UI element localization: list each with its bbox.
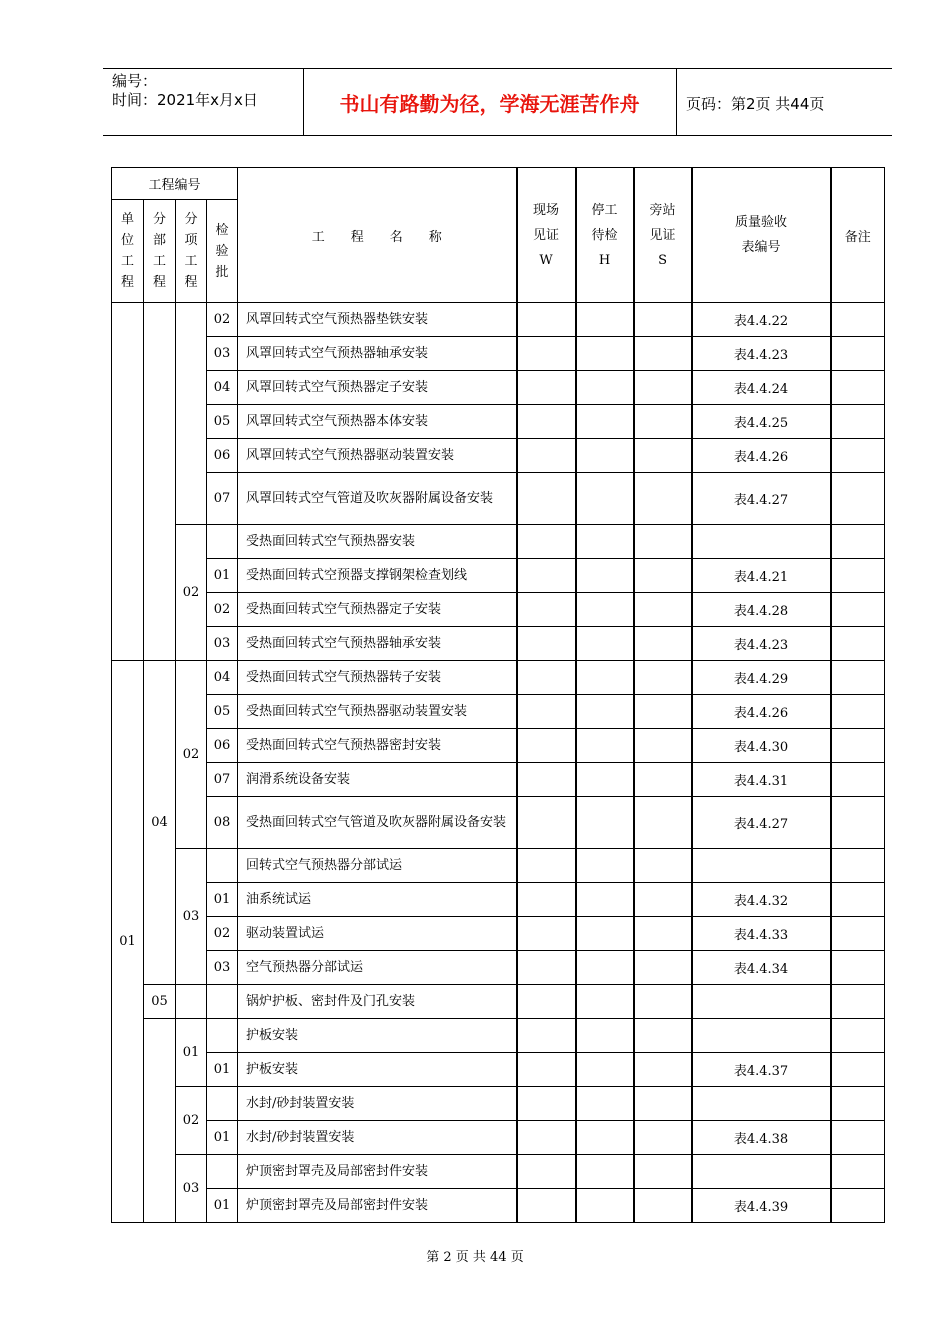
- unit-code-cell: 01: [112, 661, 144, 1223]
- w-cell: [517, 627, 576, 661]
- form-number-cell: [692, 1087, 831, 1121]
- remark-cell: [831, 627, 885, 661]
- w-cell: [517, 1121, 576, 1155]
- subitem-code-cell: 01: [176, 1019, 207, 1087]
- batch-code-cell: 01: [207, 1189, 238, 1223]
- form-number-cell: 表4.4.34: [692, 951, 831, 985]
- h-cell: [576, 849, 634, 883]
- h-cell: [576, 985, 634, 1019]
- batch-code-cell: [207, 1019, 238, 1053]
- form-number-cell: 表4.4.38: [692, 1121, 831, 1155]
- batch-code-cell: [207, 1087, 238, 1121]
- w-cell: [517, 797, 576, 849]
- s-cell: [634, 627, 692, 661]
- w-cell: [517, 473, 576, 525]
- time-label: 时间：2021年x月x日: [112, 91, 258, 109]
- project-name-cell: 水封/砂封装置安装: [238, 1087, 517, 1121]
- project-table: [111, 167, 885, 1223]
- s-cell: [634, 439, 692, 473]
- remark-cell: [831, 371, 885, 405]
- project-name-cell: 受热面回转式空气预热器定子安装: [238, 593, 517, 627]
- w-cell: [517, 883, 576, 917]
- page-footer: 第 2 页 共 44 页: [426, 1250, 524, 1265]
- w-cell: [517, 337, 576, 371]
- table-row: [112, 1087, 885, 1121]
- table-row: [112, 1121, 885, 1155]
- batch-code-cell: 08: [207, 797, 238, 849]
- remark-cell: [831, 439, 885, 473]
- h-cell: [576, 473, 634, 525]
- project-name-cell: 润滑系统设备安装: [238, 763, 517, 797]
- table-row: [112, 405, 885, 439]
- division-code-cell: 05: [144, 985, 176, 1019]
- table-row: [112, 473, 885, 525]
- unit-header: 单 位 工 程: [112, 200, 144, 303]
- h-header: 停工 待检 H: [576, 168, 634, 303]
- form-number-cell: 表4.4.32: [692, 883, 831, 917]
- form-number-cell: 表4.4.27: [692, 473, 831, 525]
- project-name-cell: 风罩回转式空气预热器轴承安装: [238, 337, 517, 371]
- batch-code-cell: [207, 849, 238, 883]
- form-number-cell: 表4.4.24: [692, 371, 831, 405]
- w-cell: [517, 371, 576, 405]
- remark-header: 备注: [831, 168, 885, 303]
- h-cell: [576, 627, 634, 661]
- s-cell: [634, 985, 692, 1019]
- batch-code-cell: 05: [207, 405, 238, 439]
- division-code-cell: [144, 303, 176, 661]
- header-row: [112, 168, 885, 200]
- batch-code-cell: 01: [207, 1121, 238, 1155]
- division-code-cell: 04: [144, 661, 176, 985]
- subitem-code-cell: 02: [176, 661, 207, 849]
- form-number-cell: 表4.4.30: [692, 729, 831, 763]
- s-header: 旁站 见证 S: [634, 168, 692, 303]
- remark-cell: [831, 1019, 885, 1053]
- w-cell: [517, 661, 576, 695]
- w-cell: [517, 917, 576, 951]
- h-cell: [576, 1121, 634, 1155]
- form-number-cell: 表4.4.37: [692, 1053, 831, 1087]
- project-name-cell: 风罩回转式空气预热器本体安装: [238, 405, 517, 439]
- h-cell: [576, 883, 634, 917]
- s-cell: [634, 883, 692, 917]
- h-cell: [576, 797, 634, 849]
- w-cell: [517, 1189, 576, 1223]
- batch-code-cell: 04: [207, 371, 238, 405]
- s-cell: [634, 337, 692, 371]
- remark-cell: [831, 1155, 885, 1189]
- project-name-cell: 受热面回转式空气管道及吹灰器附属设备安装: [238, 797, 517, 849]
- project-name-cell: 驱动装置试运: [238, 917, 517, 951]
- name-header: 工 程 名 称: [238, 168, 517, 303]
- division-header: 分 部 工 程: [144, 200, 176, 303]
- s-cell: [634, 695, 692, 729]
- remark-cell: [831, 951, 885, 985]
- w-header: 现场 见证 W: [517, 168, 576, 303]
- table-row: [112, 951, 885, 985]
- remark-cell: [831, 473, 885, 525]
- h-cell: [576, 729, 634, 763]
- project-name-cell: 锅炉护板、密封件及门孔安装: [238, 985, 517, 1019]
- remark-cell: [831, 593, 885, 627]
- h-cell: [576, 1053, 634, 1087]
- h-cell: [576, 1019, 634, 1053]
- batch-code-cell: [207, 525, 238, 559]
- project-name-cell: 风罩回转式空气预热器驱动装置安装: [238, 439, 517, 473]
- remark-cell: [831, 525, 885, 559]
- batch-code-cell: 01: [207, 883, 238, 917]
- subitem-code-cell: [176, 303, 207, 525]
- batch-code-cell: 05: [207, 695, 238, 729]
- w-cell: [517, 985, 576, 1019]
- project-name-cell: 受热面回转式空气预热器密封安装: [238, 729, 517, 763]
- h-cell: [576, 405, 634, 439]
- remark-cell: [831, 849, 885, 883]
- h-cell: [576, 593, 634, 627]
- batch-code-cell: 06: [207, 439, 238, 473]
- w-cell: [517, 525, 576, 559]
- header-divider: [676, 68, 677, 135]
- subitem-code-cell: 02: [176, 525, 207, 661]
- h-cell: [576, 559, 634, 593]
- number-label: 编号：: [112, 72, 158, 90]
- remark-cell: [831, 917, 885, 951]
- table-row: [112, 439, 885, 473]
- remark-cell: [831, 337, 885, 371]
- table-row: [112, 985, 885, 1019]
- h-cell: [576, 917, 634, 951]
- s-cell: [634, 371, 692, 405]
- table-row: [112, 371, 885, 405]
- project-name-cell: 回转式空气预热器分部试运: [238, 849, 517, 883]
- h-cell: [576, 661, 634, 695]
- s-cell: [634, 303, 692, 337]
- subitem-code-cell: 03: [176, 1155, 207, 1223]
- form-number-cell: 表4.4.23: [692, 627, 831, 661]
- remark-cell: [831, 661, 885, 695]
- form-number-cell: 表4.4.26: [692, 695, 831, 729]
- h-cell: [576, 371, 634, 405]
- project-name-cell: 油系统试运: [238, 883, 517, 917]
- w-cell: [517, 849, 576, 883]
- h-cell: [576, 1155, 634, 1189]
- remark-cell: [831, 1189, 885, 1223]
- remark-cell: [831, 1087, 885, 1121]
- remark-cell: [831, 883, 885, 917]
- w-cell: [517, 405, 576, 439]
- batch-code-cell: [207, 1155, 238, 1189]
- w-cell: [517, 439, 576, 473]
- w-cell: [517, 593, 576, 627]
- project-name-cell: 水封/砂封装置安装: [238, 1121, 517, 1155]
- form-number-cell: 表4.4.26: [692, 439, 831, 473]
- remark-cell: [831, 763, 885, 797]
- form-number-cell: 表4.4.21: [692, 559, 831, 593]
- project-name-cell: 风罩回转式空气预热器定子安装: [238, 371, 517, 405]
- form-number-cell: 表4.4.33: [692, 917, 831, 951]
- project-code-header: 工程编号: [112, 168, 238, 200]
- w-cell: [517, 303, 576, 337]
- remark-cell: [831, 1053, 885, 1087]
- table-row: [112, 797, 885, 849]
- s-cell: [634, 849, 692, 883]
- table-row: [112, 337, 885, 371]
- header-top-rule: [103, 68, 892, 69]
- table-row: [112, 695, 885, 729]
- w-cell: [517, 951, 576, 985]
- header-bottom-rule: [103, 135, 892, 136]
- batch-code-cell: 01: [207, 1053, 238, 1087]
- batch-code-cell: [207, 985, 238, 1019]
- batch-code-cell: 06: [207, 729, 238, 763]
- form-number-cell: [692, 525, 831, 559]
- s-cell: [634, 473, 692, 525]
- form-number-cell: 表4.4.28: [692, 593, 831, 627]
- table-row: [112, 525, 885, 559]
- project-name-cell: 炉顶密封罩壳及局部密封件安装: [238, 1189, 517, 1223]
- s-cell: [634, 661, 692, 695]
- division-code-cell: [144, 1019, 176, 1223]
- w-cell: [517, 695, 576, 729]
- project-name-cell: 护板安装: [238, 1019, 517, 1053]
- s-cell: [634, 559, 692, 593]
- batch-code-cell: 07: [207, 763, 238, 797]
- table-row: [112, 917, 885, 951]
- page-info: 页码：第2页 共44页: [686, 95, 825, 113]
- table-row: [112, 1155, 885, 1189]
- remark-cell: [831, 695, 885, 729]
- s-cell: [634, 917, 692, 951]
- batch-code-cell: 03: [207, 627, 238, 661]
- form-number-cell: [692, 1155, 831, 1189]
- remark-cell: [831, 303, 885, 337]
- s-cell: [634, 593, 692, 627]
- subitem-code-cell: [176, 985, 207, 1019]
- form-number-cell: 表4.4.27: [692, 797, 831, 849]
- form-number-cell: 表4.4.25: [692, 405, 831, 439]
- table-row: [112, 849, 885, 883]
- batch-code-cell: 02: [207, 917, 238, 951]
- remark-cell: [831, 729, 885, 763]
- table-row: [112, 1189, 885, 1223]
- h-cell: [576, 525, 634, 559]
- form-number-cell: 表4.4.29: [692, 661, 831, 695]
- table-row: [112, 593, 885, 627]
- subitem-header: 分 项 工 程: [176, 200, 207, 303]
- s-cell: [634, 525, 692, 559]
- s-cell: [634, 1189, 692, 1223]
- project-name-cell: 风罩回转式空气预热器垫铁安装: [238, 303, 517, 337]
- unit-code-cell: [112, 303, 144, 661]
- batch-header: 检 验 批: [207, 200, 238, 303]
- h-cell: [576, 303, 634, 337]
- header-meta: [112, 72, 258, 110]
- form-number-cell: 表4.4.39: [692, 1189, 831, 1223]
- batch-code-cell: 02: [207, 593, 238, 627]
- remark-cell: [831, 985, 885, 1019]
- form-number-cell: 表4.4.23: [692, 337, 831, 371]
- project-name-cell: 空气预热器分部试运: [238, 951, 517, 985]
- s-cell: [634, 797, 692, 849]
- table-row: [112, 729, 885, 763]
- subitem-code-cell: 02: [176, 1087, 207, 1155]
- batch-code-cell: 03: [207, 951, 238, 985]
- project-name-cell: 受热面回转式空气预热器轴承安装: [238, 627, 517, 661]
- s-cell: [634, 1019, 692, 1053]
- s-cell: [634, 1121, 692, 1155]
- table-row: [112, 1019, 885, 1053]
- w-cell: [517, 763, 576, 797]
- table-row: [112, 763, 885, 797]
- table-row: [112, 883, 885, 917]
- project-name-cell: 受热面回转式空气预热器安装: [238, 525, 517, 559]
- form-number-cell: 表4.4.22: [692, 303, 831, 337]
- remark-cell: [831, 1121, 885, 1155]
- form-number-cell: [692, 985, 831, 1019]
- remark-cell: [831, 559, 885, 593]
- batch-code-cell: 02: [207, 303, 238, 337]
- w-cell: [517, 1053, 576, 1087]
- motto: 书山有路勤为径，学海无涯苦作舟: [339, 92, 640, 116]
- h-cell: [576, 1189, 634, 1223]
- remark-cell: [831, 797, 885, 849]
- h-cell: [576, 695, 634, 729]
- h-cell: [576, 951, 634, 985]
- batch-code-cell: 03: [207, 337, 238, 371]
- s-cell: [634, 1053, 692, 1087]
- batch-code-cell: 04: [207, 661, 238, 695]
- batch-code-cell: 07: [207, 473, 238, 525]
- h-cell: [576, 763, 634, 797]
- project-name-cell: 炉顶密封罩壳及局部密封件安装: [238, 1155, 517, 1189]
- s-cell: [634, 951, 692, 985]
- w-cell: [517, 729, 576, 763]
- w-cell: [517, 559, 576, 593]
- subitem-code-cell: 03: [176, 849, 207, 985]
- h-cell: [576, 337, 634, 371]
- project-name-cell: 受热面回转式空气预热器驱动装置安装: [238, 695, 517, 729]
- form-header: 质量验收 表编号: [692, 168, 831, 303]
- s-cell: [634, 1155, 692, 1189]
- w-cell: [517, 1087, 576, 1121]
- batch-code-cell: 01: [207, 559, 238, 593]
- table-row: [112, 559, 885, 593]
- project-name-cell: 风罩回转式空气管道及吹灰器附属设备安装: [238, 473, 517, 525]
- table-row: [112, 627, 885, 661]
- h-cell: [576, 439, 634, 473]
- project-name-cell: 受热面回转式空气预热器转子安装: [238, 661, 517, 695]
- s-cell: [634, 763, 692, 797]
- form-number-cell: [692, 849, 831, 883]
- table-row: [112, 661, 885, 695]
- s-cell: [634, 405, 692, 439]
- form-number-cell: [692, 1019, 831, 1053]
- s-cell: [634, 729, 692, 763]
- table-row: [112, 1053, 885, 1087]
- remark-cell: [831, 405, 885, 439]
- s-cell: [634, 1087, 692, 1121]
- project-name-cell: 受热面回转式空预器支撑钢架检查划线: [238, 559, 517, 593]
- table-row: [112, 303, 885, 337]
- w-cell: [517, 1019, 576, 1053]
- w-cell: [517, 1155, 576, 1189]
- h-cell: [576, 1087, 634, 1121]
- project-name-cell: 护板安装: [238, 1053, 517, 1087]
- form-number-cell: 表4.4.31: [692, 763, 831, 797]
